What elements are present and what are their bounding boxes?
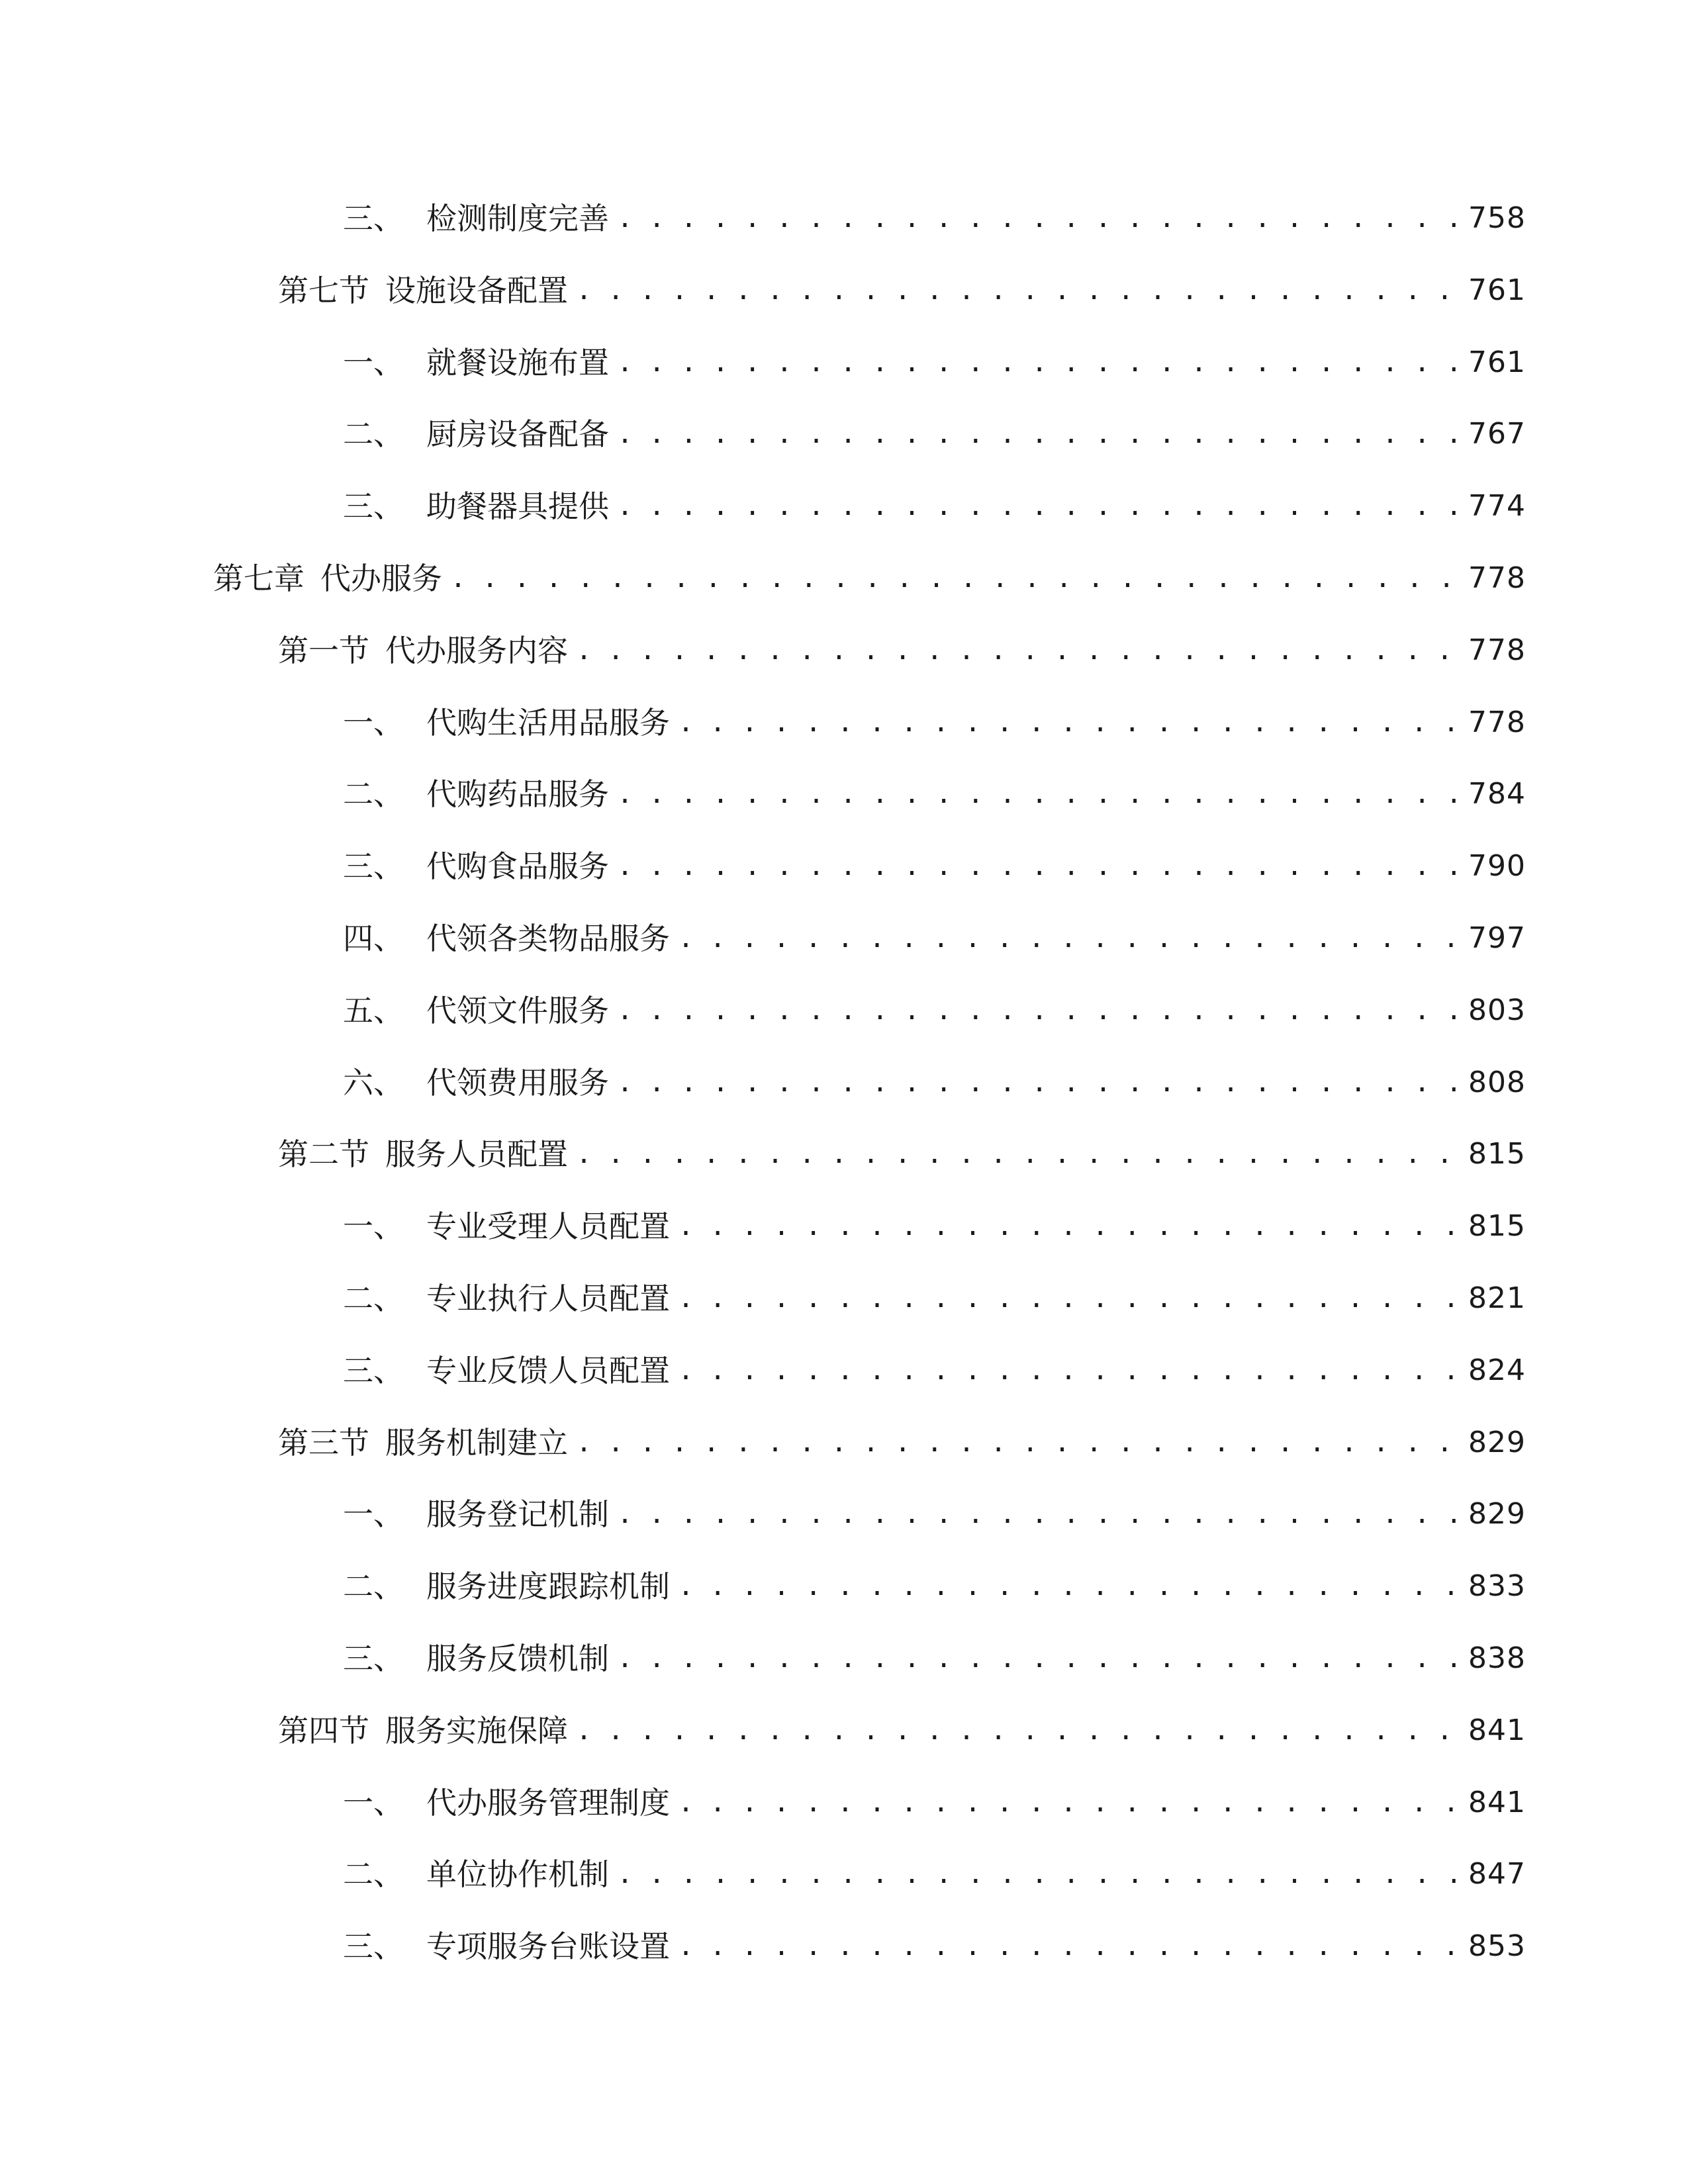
toc-entry-title: 助餐器具提供 [426, 488, 609, 524]
toc-entry-number: 一、 [343, 1496, 404, 1532]
dot-leader [617, 480, 1462, 533]
toc-entry-title: 代购食品服务 [426, 848, 609, 884]
toc-entry-title: 检测制度完善 [426, 201, 609, 236]
dot-leader [576, 1416, 1462, 1469]
toc-entry-number: 三、 [343, 1353, 404, 1388]
toc-entry-page-number: 778 [1468, 561, 1526, 595]
toc-entry-page-number: 841 [1468, 1713, 1526, 1747]
dot-leader [576, 1704, 1462, 1757]
toc-entry-title: 设施设备配置 [385, 273, 568, 308]
toc-entry[interactable] [343, 840, 1526, 893]
toc-entry-page-number: 778 [1468, 633, 1526, 667]
toc-entry-page-number: 761 [1468, 273, 1526, 307]
toc-entry-number: 三、 [343, 1929, 404, 1964]
toc-entry-number: 二、 [343, 1569, 404, 1604]
toc-entry-page-number: 808 [1468, 1066, 1526, 1099]
toc-entry-title: 就餐设施布置 [426, 345, 609, 381]
toc-entry-number: 第一节 [278, 633, 369, 668]
toc-entry[interactable] [278, 1704, 1526, 1757]
dot-leader [576, 624, 1462, 677]
toc-entry-page-number: 833 [1468, 1569, 1526, 1603]
toc-entry-number: 三、 [343, 1641, 404, 1676]
toc-entry-title: 代办服务内容 [385, 633, 568, 668]
toc-entry-page-number: 815 [1468, 1137, 1526, 1171]
toc-entry-page-number: 767 [1468, 417, 1526, 451]
toc-entry[interactable] [343, 1632, 1526, 1685]
toc-entry-page-number: 815 [1468, 1209, 1526, 1243]
toc-entry-title: 代办服务 [320, 561, 442, 596]
toc-entry-page-number: 758 [1468, 201, 1526, 235]
toc-entry[interactable] [213, 552, 1526, 605]
dot-leader [678, 912, 1462, 965]
toc-entry[interactable] [343, 1344, 1526, 1397]
dot-leader [678, 1200, 1462, 1253]
toc-entry-page-number: 853 [1468, 1929, 1526, 1963]
toc-entry-title: 服务登记机制 [426, 1496, 609, 1532]
toc-entry-title: 代领文件服务 [426, 993, 609, 1028]
toc-entry-title: 服务反馈机制 [426, 1641, 609, 1676]
toc-entry[interactable] [343, 336, 1526, 389]
toc-entry-number: 一、 [343, 1208, 404, 1244]
toc-entry[interactable] [278, 624, 1526, 677]
toc-entry-number: 五、 [343, 993, 404, 1028]
dot-leader [617, 408, 1462, 461]
toc-entry-title: 专业执行人员配置 [426, 1281, 670, 1316]
toc-entry-page-number: 838 [1468, 1641, 1526, 1675]
toc-entry-number: 一、 [343, 705, 404, 741]
toc-entry-number: 三、 [343, 848, 404, 884]
toc-entry-page-number: 829 [1468, 1497, 1526, 1531]
toc-entry-page-number: 829 [1468, 1426, 1526, 1459]
toc-entry-title: 代购药品服务 [426, 776, 609, 812]
dot-leader [678, 696, 1462, 749]
toc-entry-title: 代办服务管理制度 [426, 1785, 670, 1821]
toc-entry-number: 第七章 [213, 561, 305, 596]
dot-leader [678, 1776, 1462, 1829]
toc-entry-page-number: 821 [1468, 1281, 1526, 1315]
toc-entry-number: 第三节 [278, 1425, 369, 1461]
dot-leader [617, 192, 1462, 245]
toc-entry-page-number: 847 [1468, 1857, 1526, 1891]
toc-entry-page-number: 761 [1468, 345, 1526, 379]
toc-entry-page-number: 784 [1468, 777, 1526, 811]
toc-entry-title: 服务实施保障 [385, 1713, 568, 1749]
dot-leader [576, 264, 1462, 317]
toc-entry-number: 第七节 [278, 273, 369, 308]
toc-entry-page-number: 797 [1468, 921, 1526, 955]
dot-leader [617, 1848, 1462, 1901]
toc-entry[interactable] [343, 480, 1526, 533]
toc-entry-title: 专业受理人员配置 [426, 1208, 670, 1244]
toc-entry[interactable] [343, 1056, 1526, 1109]
toc-entry-number: 二、 [343, 776, 404, 812]
toc-entry-number: 二、 [343, 1281, 404, 1316]
toc-entry[interactable] [343, 768, 1526, 821]
dot-leader [617, 840, 1462, 893]
toc-entry-number: 六、 [343, 1065, 404, 1101]
toc-entry[interactable] [278, 1416, 1526, 1469]
toc-entry-number: 一、 [343, 1785, 404, 1821]
toc-entry[interactable] [343, 696, 1526, 749]
toc-entry-title: 服务进度跟踪机制 [426, 1569, 670, 1604]
toc-entry-title: 厨房设备配备 [426, 416, 609, 452]
toc-entry-number: 第二节 [278, 1136, 369, 1172]
toc-entry-number: 三、 [343, 488, 404, 524]
toc-entry-page-number: 790 [1468, 849, 1526, 883]
toc-entry-page-number: 778 [1468, 705, 1526, 739]
toc-entry-number: 第四节 [278, 1713, 369, 1749]
toc-entry-number: 一、 [343, 345, 404, 381]
dot-leader [678, 1344, 1462, 1397]
toc-entry[interactable] [343, 1272, 1526, 1325]
toc-entry-number: 二、 [343, 416, 404, 452]
toc-entry-title: 服务人员配置 [385, 1136, 568, 1172]
toc-entry-title: 代领费用服务 [426, 1065, 609, 1101]
dot-leader [617, 1056, 1462, 1109]
toc-entry-number: 三、 [343, 201, 404, 236]
toc-entry-title: 单位协作机制 [426, 1856, 609, 1892]
toc-entry-page-number: 841 [1468, 1786, 1526, 1819]
toc-entry[interactable] [343, 1776, 1526, 1829]
toc-entry-title: 专项服务台账设置 [426, 1929, 670, 1964]
toc-entry-number: 二、 [343, 1856, 404, 1892]
toc-entry[interactable] [343, 984, 1526, 1037]
toc-entry[interactable] [343, 1488, 1526, 1541]
toc-entry[interactable] [343, 1200, 1526, 1253]
toc-entry[interactable] [343, 912, 1526, 965]
toc-entry-page-number: 774 [1468, 489, 1526, 523]
toc-entry[interactable] [343, 1920, 1526, 1973]
dot-leader [678, 1560, 1462, 1613]
dot-leader [450, 552, 1462, 605]
toc-entry[interactable] [343, 1848, 1526, 1901]
toc-entry-page-number: 824 [1468, 1353, 1526, 1387]
toc-entry[interactable] [343, 408, 1526, 461]
dot-leader [678, 1920, 1462, 1973]
toc-entry-number: 四、 [343, 921, 404, 956]
dot-leader [576, 1128, 1462, 1181]
toc-entry-title: 代领各类物品服务 [426, 921, 670, 956]
dot-leader [617, 1632, 1462, 1685]
dot-leader [678, 1272, 1462, 1325]
toc-entry-title: 服务机制建立 [385, 1425, 568, 1461]
dot-leader [617, 336, 1462, 389]
toc-entry-title: 专业反馈人员配置 [426, 1353, 670, 1388]
toc-entry-page-number: 803 [1468, 993, 1526, 1027]
toc-entry[interactable] [343, 1560, 1526, 1613]
dot-leader [617, 1488, 1462, 1541]
toc-entry[interactable] [278, 1128, 1526, 1181]
dot-leader [617, 768, 1462, 821]
dot-leader [617, 984, 1462, 1037]
toc-entry-title: 代购生活用品服务 [426, 705, 670, 741]
toc-entry[interactable] [343, 192, 1526, 245]
toc-entry[interactable] [278, 264, 1526, 317]
